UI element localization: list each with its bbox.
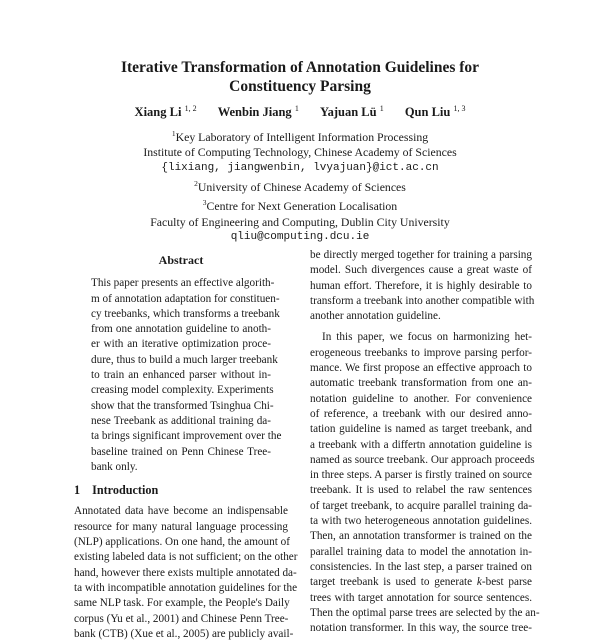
email-dcu[interactable]: qliu@computing.dcu.ie xyxy=(230,231,370,244)
body-line: in three steps. A parser is firstly trained on source xyxy=(310,469,532,482)
abstract-body xyxy=(91,276,282,475)
email-ict[interactable]: {lixiang, jiangwenbin, lvyajuan}@ict.ac.cn xyxy=(161,161,439,174)
abstract-line: nese Treebank as additional training da- xyxy=(91,414,271,427)
abstract-line: show that the transformed Tsinghua Chi- xyxy=(91,399,274,412)
intro-line: hand, however there exists multiple annotated da- xyxy=(74,566,297,579)
affil-mark: 2 xyxy=(194,179,198,189)
abstract-line: dure, thus to build a much larger treebank xyxy=(91,353,278,366)
author-affil-mark: 1, 3 xyxy=(453,104,466,113)
abstract-heading: Abstract xyxy=(158,253,204,267)
body-line: transform a treebank into another compatible with xyxy=(310,294,535,307)
body-line: consistencies. In the last step, a parser trained on xyxy=(310,560,532,573)
body-line: treebank. It is used to relabel the raw sentences xyxy=(310,484,532,497)
body-line: In this paper, we focus on harmonizing het- xyxy=(322,331,532,344)
affil-text: Centre for Next Generation Localisation xyxy=(206,199,398,214)
body-line: model. Such divergences cause a great waste of xyxy=(310,264,532,277)
author xyxy=(405,104,466,120)
affiliation-line: Faculty of Engineering and Computing, Dublin City University xyxy=(150,214,450,229)
affil-mark: 3 xyxy=(202,198,207,208)
k-variable: k xyxy=(476,576,482,589)
body-line: notation transformer. In this way, the source tree- xyxy=(310,622,532,635)
introduction-body xyxy=(74,504,298,642)
author-name: Qun Liu xyxy=(404,105,451,120)
body-line: parallel training data to model the annotation in- xyxy=(310,545,532,558)
intro-line: (NLP) applications. On one hand, the amount of xyxy=(74,536,290,549)
abstract-line: This paper presents an effective algorith- xyxy=(91,277,275,290)
affiliation-line xyxy=(0,126,600,145)
body-text: target treebank is used to generate xyxy=(310,576,477,589)
abstract-line: er with an iterative optimization proce- xyxy=(91,338,271,351)
intro-line: existing labeled data is not sufficient; on the other xyxy=(74,551,298,564)
section-heading-introduction xyxy=(74,483,288,498)
abstract-line: creasing model complexity. Experiments xyxy=(91,384,274,397)
abstract-line: baseline trained on Penn Chinese Tree- xyxy=(91,445,271,458)
affil-mark: 1 xyxy=(171,129,176,138)
abstract-line: from one annotation guideline to anoth- xyxy=(91,323,271,336)
author-name: Xiang Li xyxy=(134,105,182,120)
author xyxy=(218,104,299,120)
author xyxy=(320,104,384,120)
paragraph-continued xyxy=(310,248,535,324)
affiliation-line xyxy=(0,176,600,195)
body-line: of target treebank, to acquire parallel training da- xyxy=(310,499,532,512)
abstract-line: ta brings significant improvement over the xyxy=(91,430,282,443)
author-name: Wenbin Jiang xyxy=(217,105,292,120)
title-line-2: Constituency Parsing xyxy=(229,78,371,95)
paper-title xyxy=(0,58,600,96)
abstract-line: m of annotation adaptation for constituen- xyxy=(91,292,280,305)
section-number: 1 xyxy=(74,483,81,498)
body-line: automatic treebank transformation from one an- xyxy=(310,377,532,390)
abstract-line: bank only. xyxy=(91,460,138,473)
intro-line: resource for many natural language processing xyxy=(74,520,288,533)
body-line: a treebank with a differtn annotation guideline is xyxy=(310,438,532,451)
intro-line: corpus (Yu et al., 2001) and Chinese Penn Tree- xyxy=(74,612,289,625)
body-line: Then, an annotation transformer is trained on the xyxy=(310,530,532,543)
body-line: tation guideline is named as target treebank, and xyxy=(310,423,532,436)
section-title: Introduction xyxy=(92,483,159,498)
abstract-line: cy treebanks, which transforms a treebank xyxy=(91,307,280,320)
affiliation-line: Institute of Computing Technology, Chinese Academy of Sciences xyxy=(143,145,457,160)
author-name: Yajuan Lü xyxy=(319,105,377,120)
title-line-1: Iterative Transformation of Annotation Guidelines for xyxy=(120,59,480,76)
right-column xyxy=(310,248,540,636)
intro-line: bank (CTB) (Xue et al., 2005) are publicly avail- xyxy=(74,627,294,640)
affiliation-line xyxy=(0,195,600,214)
body-line-kbest xyxy=(310,575,532,590)
body-line: ta with two heterogeneous annotation guidelines. xyxy=(310,515,532,528)
body-line: another annotation guideline. xyxy=(310,310,441,323)
affil-text: University of Chinese Academy of Sciences xyxy=(197,180,406,195)
body-line: trees with target annotation for source sentences. xyxy=(310,591,532,604)
affiliations xyxy=(0,126,600,246)
body-line: named as source treebank. Our approach proceeds xyxy=(310,453,535,466)
author xyxy=(135,104,197,120)
body-line: notation guideline to another. For convenience xyxy=(310,392,532,405)
body-line: mance. We first propose an effective approach to xyxy=(310,362,532,375)
body-line: be directly merged together for training a parsing xyxy=(310,249,532,261)
author-affil-mark: 1, 2 xyxy=(184,104,197,113)
paragraph-overview xyxy=(310,330,540,636)
body-line: human effort. Therefore, it is highly desirable to xyxy=(310,279,532,292)
intro-line: Annotated data have become an indispensable xyxy=(74,505,288,518)
body-text: -best parse xyxy=(481,576,532,589)
abstract-line: to train an enhanced parser without in- xyxy=(91,369,271,382)
body-line: Then the optimal parse trees are selected by the an- xyxy=(310,606,540,619)
affil-text: Key Laboratory of Intelligent Information Processing xyxy=(175,129,429,144)
left-column xyxy=(74,253,298,642)
author-list xyxy=(0,104,600,120)
intro-line: ta with incompatible annotation guidelines for the xyxy=(74,581,298,594)
body-line: of reference, a treebank with our desired anno- xyxy=(310,407,532,420)
author-affil-mark: 1 xyxy=(379,104,384,113)
intro-line: same NLP task. For example, the People's Daily xyxy=(74,597,290,610)
author-affil-mark: 1 xyxy=(294,104,299,113)
body-line: erogeneous treebanks to improve parsing perfor- xyxy=(310,346,532,359)
